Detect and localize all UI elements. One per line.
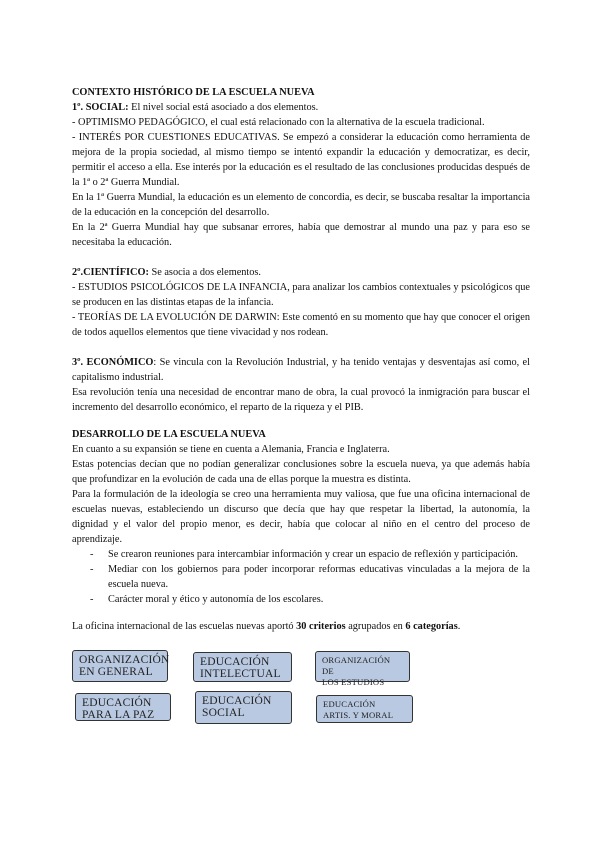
categorias-count: 6 categorías [405, 621, 458, 632]
list-item: - Mediar con los gobiernos para poder incorporar reformas educativas vinculadas a la mejora de la escuela nueva. [72, 562, 530, 592]
social-paragraph [72, 100, 530, 115]
document-page [72, 85, 530, 634]
category-box-educacion-artis-moral [316, 695, 413, 723]
interes-paragraph: - INTERÉS POR CUESTIONES EDUCATIVAS. Se empezó a considerar la educación como herramienta de mejora de la propia sociedad, al mismo tiempo se intentó expandir la educación y democratizar, es decir, permitir el acceso a ella. Ese interés por la educación es el resultado de las conclusiones producidas después de la 1ª o 2ª Guerra Mundial. [72, 132, 530, 188]
desarrollo-heading: DESARROLLO DE LA ESCUELA NUEVA [72, 429, 266, 440]
list-item: - Se crearon reuniones para intercambiar información y crear un espacio de reflexión y participación. [72, 547, 530, 562]
formulacion-paragraph: Para la formulación de la ideología se creo una herramienta muy valiosa, que fue una oficina internacional de escuelas nuevas, estableciendo un discurso que decía que hay que respetar la libertad, la autonomía, la dignidad y el valor del propio menor, es decir, había que colocar al niño en el centro del proceso de aprendizaje. [72, 489, 530, 545]
category-line: SOCIAL [202, 707, 245, 719]
cientifico-paragraph [72, 265, 530, 280]
category-box-organizacion-general [72, 650, 168, 682]
cientifico-text: Se asocia a dos elementos. [148, 267, 262, 278]
estudios-paragraph: - ESTUDIOS PSICOLÓGICOS DE LA INFANCIA, para analizar los cambios contextuales y psicológicos que se producen en las distintas etapas de la infancia. [72, 282, 530, 308]
categories-diagram [72, 648, 532, 728]
category-line: ORGANIZACIÓN [79, 654, 170, 666]
economico-text: : Se vincula con la Revolución Industrial, y ha tenido ventajas y desventajas así como, el capitalismo industrial. [72, 357, 530, 383]
optimismo-paragraph: - OPTIMISMO PEDAGÓGICO, el cual está relacionado con la alternativa de la escuela tradicional. [72, 117, 485, 128]
category-line: PARA LA PAZ [82, 709, 155, 721]
context-heading: CONTEXTO HISTÓRICO DE LA ESCUELA NUEVA [72, 87, 315, 98]
category-line: EDUCACIÓN [202, 695, 272, 707]
social-text: El nivel social está asociado a dos elementos. [128, 102, 319, 113]
social-label: 1º. SOCIAL: [72, 102, 129, 113]
economico-label: 3º. ECONÓMICO [72, 357, 154, 368]
criterios-count: 30 criterios [296, 621, 346, 632]
oficina-paragraph [72, 619, 530, 634]
category-line: EDUCACIÓN [200, 656, 270, 668]
category-box-educacion-social [195, 691, 292, 724]
cientifico-label: 2º.CIENTÍFICO: [72, 267, 149, 278]
oficina-text: agrupados en [345, 621, 406, 632]
category-line: EDUCACIÓN [82, 697, 152, 709]
expansion-paragraph: En cuanto a su expansión se tiene en cuenta a Alemania, Francia e Inglaterra. [72, 444, 390, 455]
oficina-text: La oficina internacional de las escuelas nuevas aportó [72, 621, 297, 632]
guerra2-paragraph: En la 2ª Guerra Mundial hay que subsanar errores, había que demostrar al mundo una paz y para eso se necesitaba la educación. [72, 222, 530, 248]
list-item: - Carácter moral y ético y autonomía de los escolares. [72, 592, 530, 607]
oficina-text: . [457, 621, 461, 632]
category-line: ORGANIZACIÓN DE [322, 655, 391, 676]
revolucion-paragraph: Esa revolución tenía una necesidad de encontrar mano de obra, la cual provocó la inmigración para buscar el incremento del desarrollo económico, el reparto de la riqueza y el PIB. [72, 387, 530, 413]
category-box-educacion-intelectual [193, 652, 292, 682]
category-line: ARTIS. Y MORAL [323, 710, 394, 720]
darwin-paragraph: - TEORÍAS DE LA EVOLUCIÓN DE DARWIN: Este comentó en su momento que hay que conocer el origen de todos aquellos elementos que tiene vivacidad y nos rodean. [72, 312, 530, 338]
category-line: LOS ESTUDIOS [322, 677, 385, 687]
potencias-paragraph: Estas potencias decían que no podían generalizar conclusiones sobre la escuela nueva, ya que además había que profundizar en la evolución de cada una de ellas porque la muestra es distinta. [72, 459, 530, 485]
category-box-educacion-paz [75, 693, 171, 721]
category-line: EN GENERAL [79, 666, 153, 678]
bullet-list [72, 547, 530, 607]
guerra1-paragraph: En la 1ª Guerra Mundial, la educación es un elemento de concordia, es decir, se buscaba resaltar la importancia de la educación en la concepción del desarrollo. [72, 192, 530, 218]
category-line: INTELECTUAL [200, 668, 281, 680]
economico-paragraph [72, 355, 530, 385]
category-line: EDUCACIÓN [323, 699, 376, 709]
category-box-organizacion-estudios [315, 651, 410, 687]
